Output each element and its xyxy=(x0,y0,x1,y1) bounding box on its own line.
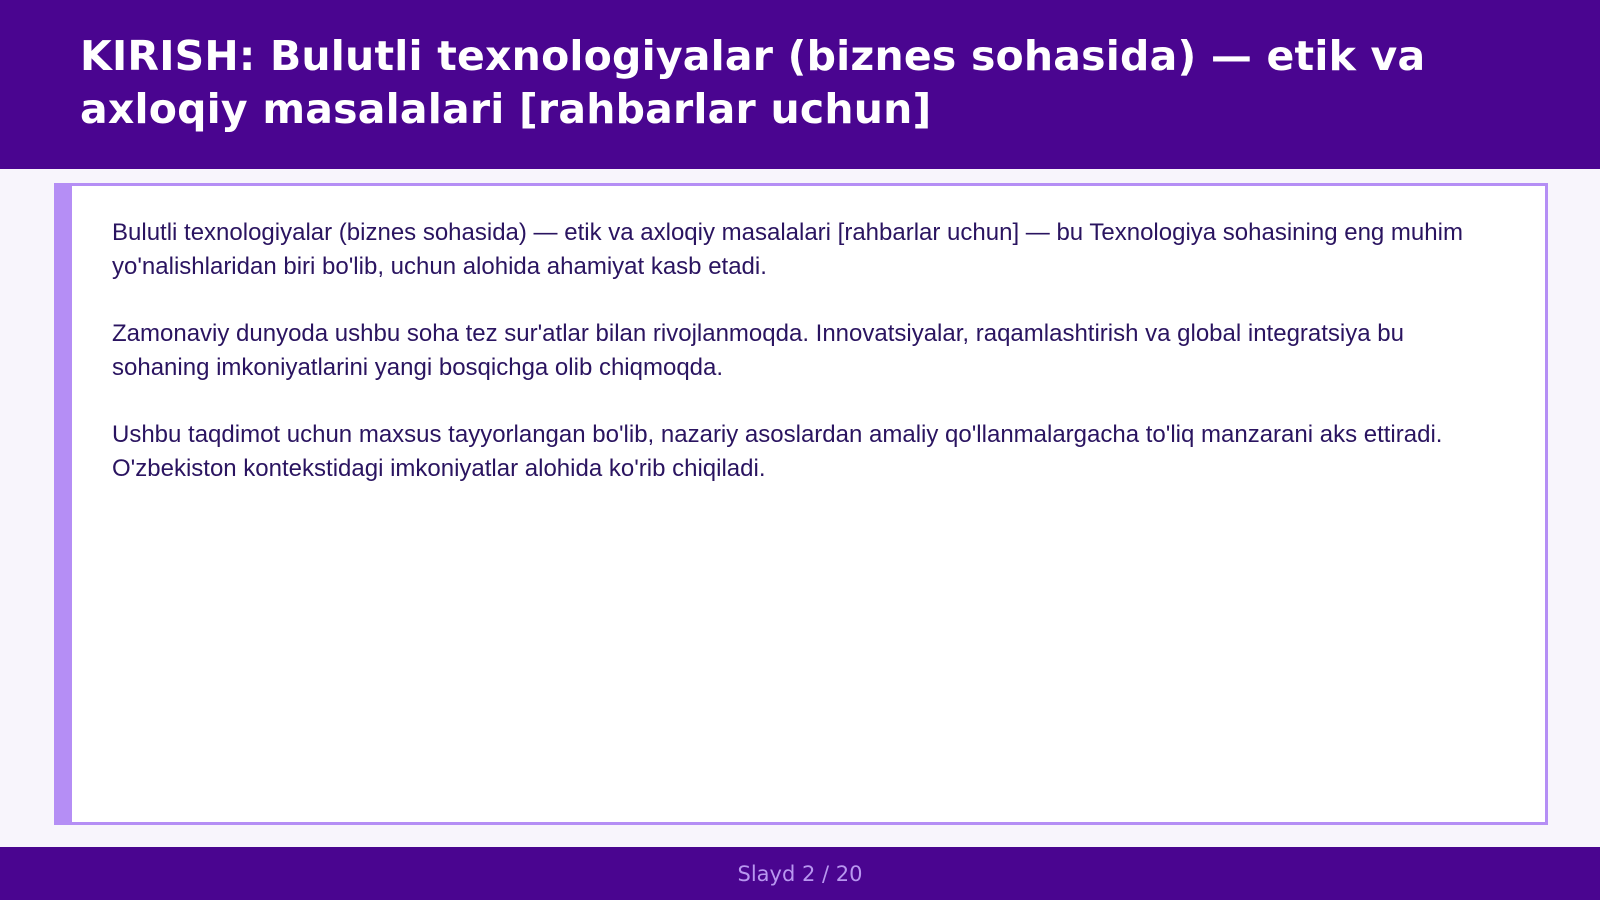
content-card xyxy=(54,183,1548,825)
content-body xyxy=(112,216,1505,519)
paragraph-presentation: Ushbu taqdimot uchun maxsus tayyorlangan bo'lib, nazariy asoslardan amaliy qo'llanmalargacha to'liq manzarani aks ettiradi. O'zbekiston kontekstidagi imkoniyatlar alohida ko'rib chiqiladi. xyxy=(112,421,1443,482)
slide-header xyxy=(0,0,1600,169)
slide-title: KIRISH: Bulutli texnologiyalar (biznes sohasida) — etik va axloqiy masalalari [rahbarlar uchun] xyxy=(80,32,1426,133)
paragraph-modern-world: Zamonaviy dunyoda ushbu soha tez sur'atlar bilan rivojlanmoqda. Innovatsiyalar, raqamlashtirish va global integratsiya bu sohaning imkoniyatlarini yangi bosqichga olib chiqmoqda. xyxy=(112,320,1404,381)
slide-footer xyxy=(0,847,1600,900)
slide-counter: Slayd 2 / 20 xyxy=(737,861,863,886)
paragraph-intro: Bulutli texnologiyalar (biznes sohasida) — etik va axloqiy masalalari [rahbarlar uchun] — bu Texnologiya sohasining eng muhim yo'nalishlaridan biri bo'lib, uchun alohida ahamiyat kasb etadi. xyxy=(112,219,1463,280)
